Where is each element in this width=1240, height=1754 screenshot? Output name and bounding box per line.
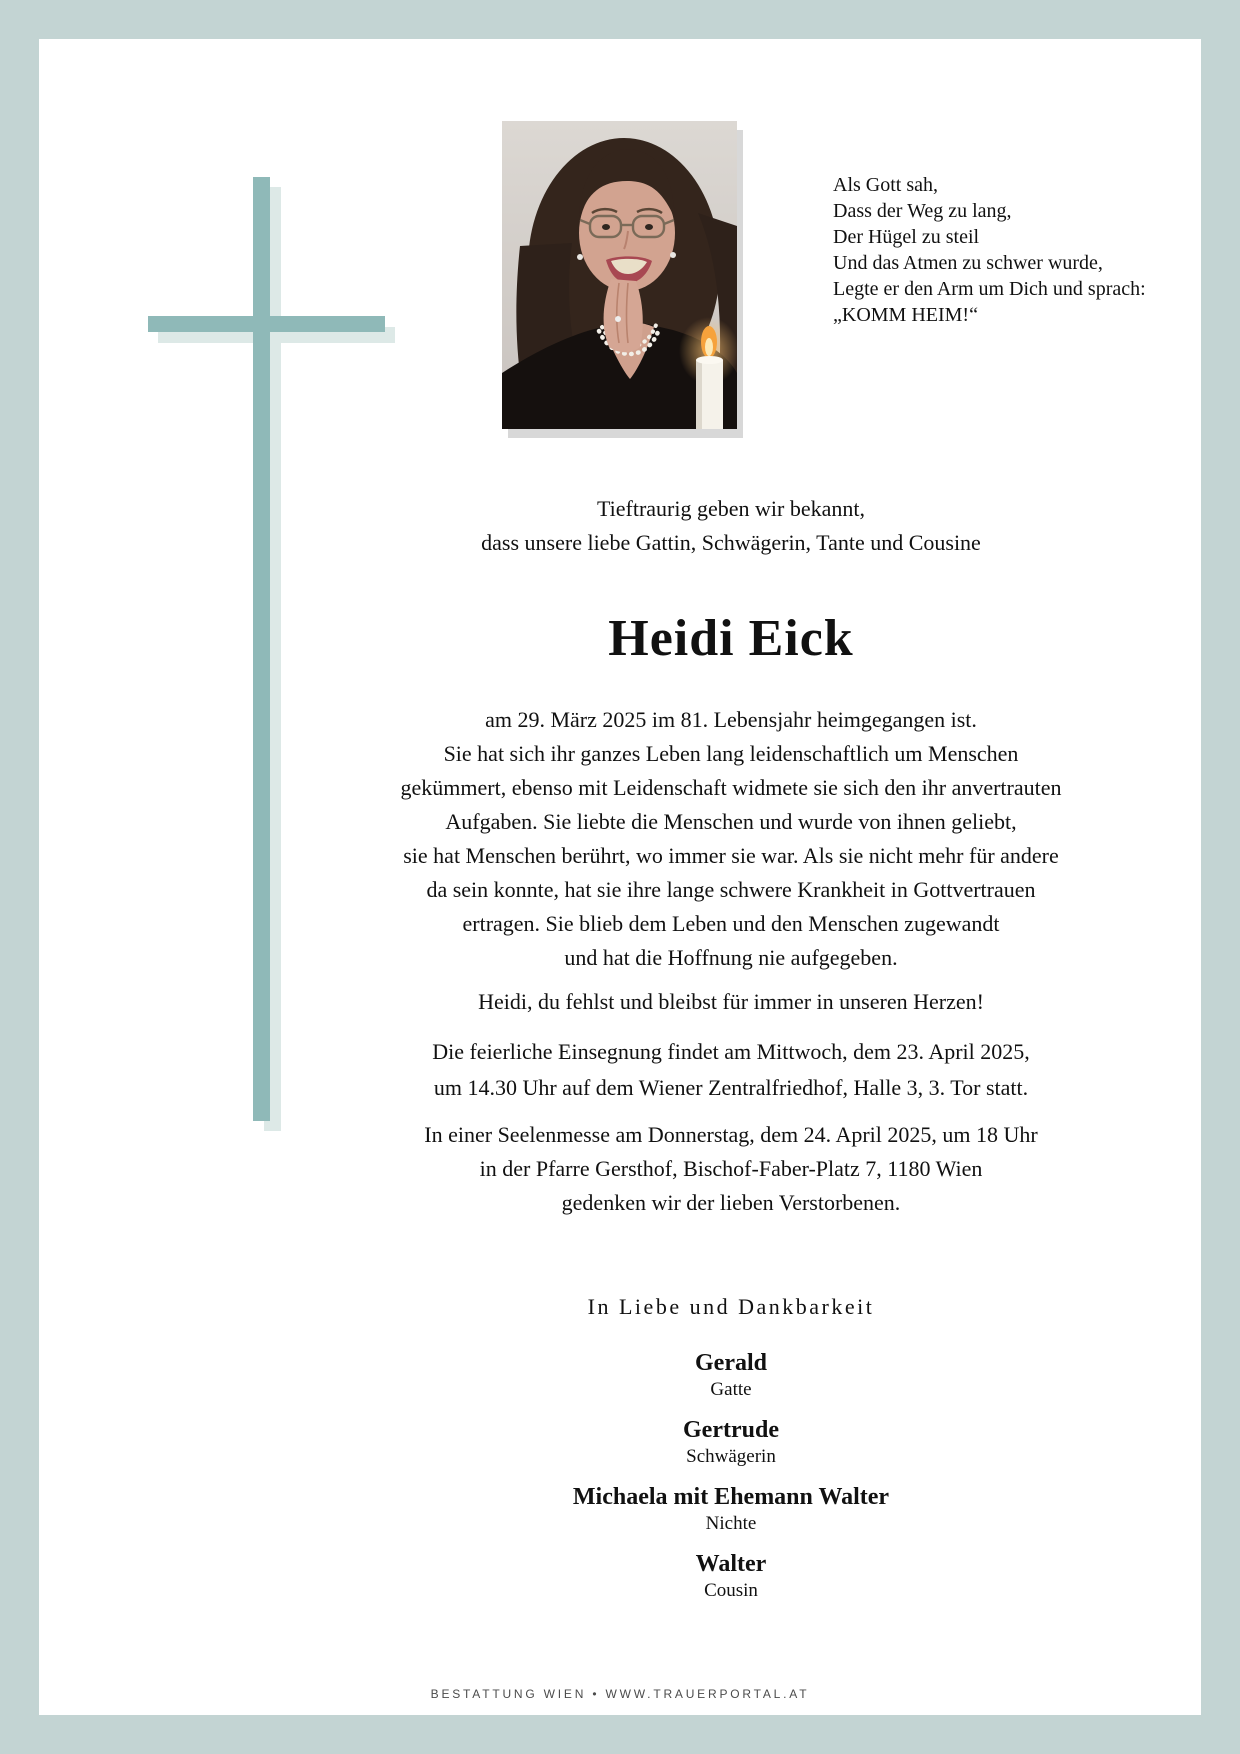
- footer-publisher: BESTATTUNG WIEN • WWW.TRAUERPORTAL.AT: [430, 1687, 810, 1701]
- verse-line: Als Gott sah,: [833, 174, 938, 196]
- mass-info: [331, 1118, 1131, 1220]
- memorial-cross-icon: [148, 316, 385, 332]
- mourner-name: Walter: [695, 1551, 767, 1577]
- mourner-relation: Schwägerin: [686, 1446, 776, 1467]
- mourner: [331, 1416, 1131, 1470]
- obituary-line: ertragen. Sie blieb dem Leben und den Menschen zugewandt: [462, 911, 1000, 936]
- mourners-list: [331, 1349, 1131, 1617]
- mourner-relation: Nichte: [705, 1513, 757, 1534]
- mass-line: gedenken wir der lieben Verstorbenen.: [561, 1190, 901, 1215]
- obituary-line: Sie hat sich ihr ganzes Leben lang leidenschaftlich um Menschen: [443, 741, 1019, 766]
- mourner-name: Gerald: [695, 1350, 767, 1376]
- mourner: [331, 1349, 1131, 1403]
- mourner: [331, 1550, 1131, 1604]
- portrait-photo: [502, 121, 737, 429]
- intro-line: Tieftraurig geben wir bekannt,: [596, 496, 865, 521]
- obituary-line: und hat die Hoffnung nie aufgegeben.: [564, 945, 898, 970]
- announcement-intro: [331, 492, 1131, 560]
- mourner-name: Gertrude: [683, 1417, 779, 1443]
- obituary-line: sie hat Menschen berührt, wo immer sie war. Als sie nicht mehr für andere: [403, 843, 1059, 868]
- verse-line: Legte er den Arm um Dich und sprach:: [833, 278, 1146, 300]
- closing-heading: In Liebe und Dankbarkeit: [587, 1294, 875, 1319]
- verse-line: Dass der Weg zu lang,: [833, 200, 1012, 222]
- tribute-line: Heidi, du fehlst und bleibst für immer in unseren Herzen!: [478, 989, 984, 1014]
- mourner-relation: Cousin: [704, 1580, 758, 1601]
- blessing-line: Die feierliche Einsegnung findet am Mittwoch, dem 23. April 2025,: [432, 1039, 1030, 1064]
- mass-line: In einer Seelenmesse am Donnerstag, dem 24. April 2025, um 18 Uhr: [424, 1122, 1038, 1147]
- verse: [833, 172, 1146, 328]
- intro-line: dass unsere liebe Gattin, Schwägerin, Tante und Cousine: [481, 530, 981, 555]
- verse-line: Und das Atmen zu schwer wurde,: [833, 252, 1103, 274]
- blessing-info: [331, 1034, 1131, 1106]
- portrait-illustration: [502, 121, 737, 429]
- obituary-line: am 29. März 2025 im 81. Lebensjahr heimgegangen ist.: [485, 707, 977, 732]
- verse-line: Der Hügel zu steil: [833, 226, 980, 248]
- obituary-line: da sein konnte, hat sie ihre lange schwere Krankheit in Gottvertrauen: [426, 877, 1036, 902]
- obituary-line: gekümmert, ebenso mit Leidenschaft widmete sie sich den ihr anvertrauten: [400, 775, 1062, 800]
- mourner-name: Michaela mit Ehemann Walter: [572, 1484, 890, 1510]
- deceased-name: Heidi Eick: [608, 610, 854, 667]
- obituary-text: [331, 703, 1131, 975]
- verse-line: „KOMM HEIM!“: [833, 304, 978, 326]
- mass-line: in der Pfarre Gersthof, Bischof-Faber-Platz 7, 1180 Wien: [479, 1156, 983, 1181]
- obituary-line: Aufgaben. Sie liebte die Menschen und wurde von ihnen geliebt,: [445, 809, 1017, 834]
- mourner-relation: Gatte: [710, 1379, 752, 1400]
- blessing-line: um 14.30 Uhr auf dem Wiener Zentralfriedhof, Halle 3, 3. Tor statt.: [433, 1075, 1029, 1100]
- mourner: [331, 1483, 1131, 1537]
